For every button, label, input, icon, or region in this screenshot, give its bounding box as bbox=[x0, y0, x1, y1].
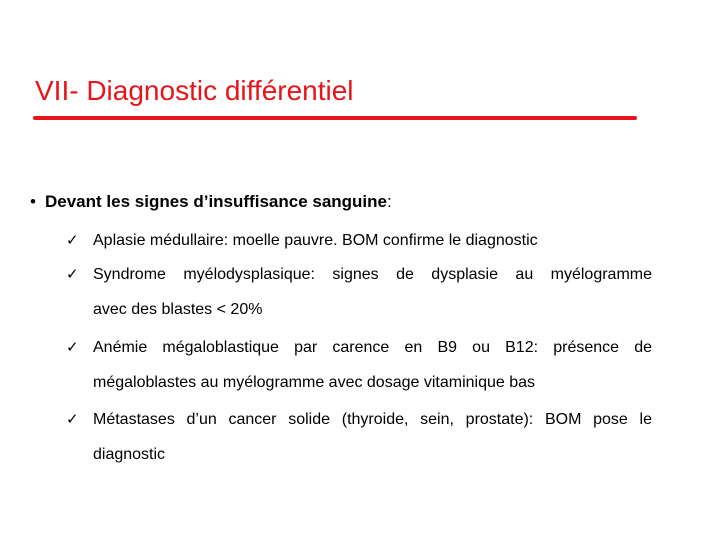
list-item-line: Syndrome myélodysplasique: signes de dysplasie au myélogramme bbox=[93, 266, 652, 283]
list-item-line: diagnostic bbox=[93, 446, 166, 463]
list-item bbox=[66, 223, 652, 258]
list-item-line: mégaloblastes au myélogramme avec dosage vitaminique bas bbox=[93, 374, 536, 391]
list-item bbox=[66, 402, 652, 472]
list-item-line: Aplasie médullaire: moelle pauvre. BOM confirme le diagnostic bbox=[93, 232, 538, 249]
main-bullet-text: Devant les signes d’insuffisance sanguine bbox=[45, 192, 387, 211]
main-bullet-point bbox=[30, 190, 392, 214]
list-item-line: Anémie mégaloblastique par carence en B9 ou B12: présence de bbox=[93, 339, 652, 356]
title-underline bbox=[33, 116, 637, 120]
checkmark-icon: ✓ bbox=[66, 410, 79, 428]
bullet-icon: • bbox=[30, 192, 36, 211]
main-bullet-colon: : bbox=[387, 192, 392, 211]
checkmark-icon: ✓ bbox=[66, 265, 79, 283]
list-item bbox=[66, 330, 652, 400]
list-item bbox=[66, 257, 652, 327]
list-item-line: avec des blastes < 20% bbox=[93, 301, 263, 318]
slide-title: VII- Diagnostic différentiel bbox=[35, 75, 354, 106]
checkmark-icon: ✓ bbox=[66, 338, 79, 356]
checkmark-icon: ✓ bbox=[66, 231, 79, 249]
list-item-line: Métastases d’un cancer solide (thyroide, sein, prostate): BOM pose le bbox=[93, 411, 652, 428]
